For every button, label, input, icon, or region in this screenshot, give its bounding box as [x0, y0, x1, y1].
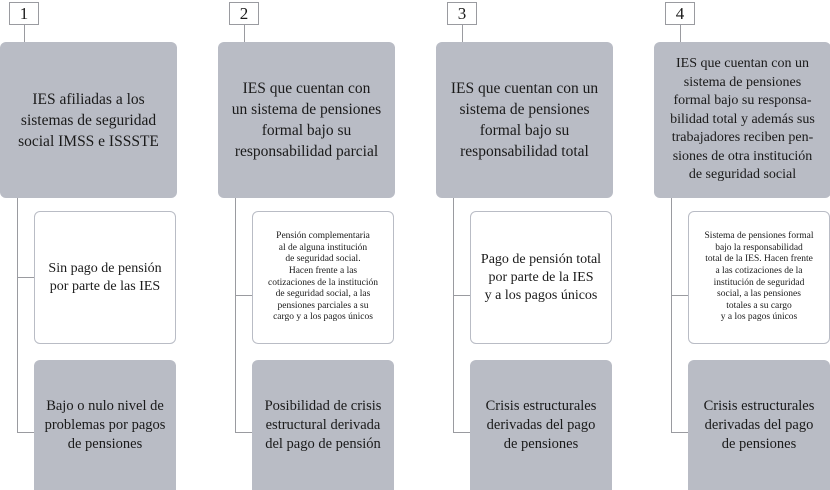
outcome-box	[34, 360, 176, 490]
column-number: 4	[665, 2, 695, 25]
column-1	[0, 0, 177, 490]
connector-line	[17, 432, 34, 433]
outcome-text: Crisis estructurales derivadas del pago de pensiones	[485, 397, 597, 452]
column-4	[654, 0, 830, 490]
outcome-text: Crisis estructurales derivadas del pago de pensiones	[703, 397, 815, 452]
payment-detail-text: Sistema de pensiones formal bajo la responsabilidad total de la IES. Hacen frente a las cotizaciones de la institución de seguridad social, a las pensiones totales a su cargo y a los pagos únicos	[704, 231, 814, 323]
column-number: 1	[9, 2, 39, 25]
connector-line	[17, 277, 34, 278]
outcome-box	[470, 360, 612, 490]
column-3	[436, 0, 613, 490]
payment-detail-box	[470, 211, 612, 344]
connector-line	[244, 25, 245, 42]
category-header	[436, 42, 613, 198]
connector-line	[453, 295, 470, 296]
payment-detail-box	[688, 211, 830, 344]
category-header-text: IES que cuentan con un sistema de pensiones formal bajo su responsa- bilidad total y además sus trabajadores reciben pen- siones de otra institución de seguridad social	[670, 56, 815, 183]
column-number: 3	[447, 2, 477, 25]
category-header	[654, 42, 830, 198]
category-header-text: IES que cuentan con un sistema de pensiones formal bajo su responsabilidad total	[450, 80, 599, 160]
outcome-box	[252, 360, 394, 490]
payment-detail-text: Sin pago de pensión por parte de las IES	[48, 260, 162, 294]
payment-detail-box	[252, 211, 394, 344]
connector-line	[453, 432, 470, 433]
outcome-text: Bajo o nulo nivel de problemas por pagos de pensiones	[44, 397, 166, 452]
column-number: 2	[229, 2, 259, 25]
connector-line	[235, 295, 252, 296]
connector-line	[671, 295, 688, 296]
column-2	[218, 0, 395, 490]
outcome-box	[688, 360, 830, 490]
connector-line	[680, 25, 681, 42]
category-header	[218, 42, 395, 198]
payment-detail-text: Pago de pensión total por parte de la IES y a los pagos únicos	[480, 251, 602, 303]
outcome-text: Posibilidad de crisis estructural derivada del pago de pensión	[264, 397, 382, 452]
category-header-text: IES afiliadas a los sistemas de seguridad social IMSS e ISSSTE	[18, 90, 159, 150]
payment-detail-box	[34, 211, 176, 344]
connector-line	[453, 198, 454, 433]
category-header-text: IES que cuentan con un sistema de pensiones formal bajo su responsabilidad parcial	[231, 80, 382, 160]
connector-line	[671, 198, 672, 433]
connector-line	[24, 25, 25, 42]
payment-detail-text: Pensión complementaria al de alguna institución de seguridad social. Hacen frente a las cotizaciones de la institución de seguridad social, a las pensiones parciales a su cargo y a los pagos únicos	[267, 231, 378, 323]
connector-line	[235, 198, 236, 433]
connector-line	[235, 432, 252, 433]
connector-line	[462, 25, 463, 42]
category-header	[0, 42, 177, 198]
connector-line	[671, 432, 688, 433]
connector-line	[17, 198, 18, 433]
